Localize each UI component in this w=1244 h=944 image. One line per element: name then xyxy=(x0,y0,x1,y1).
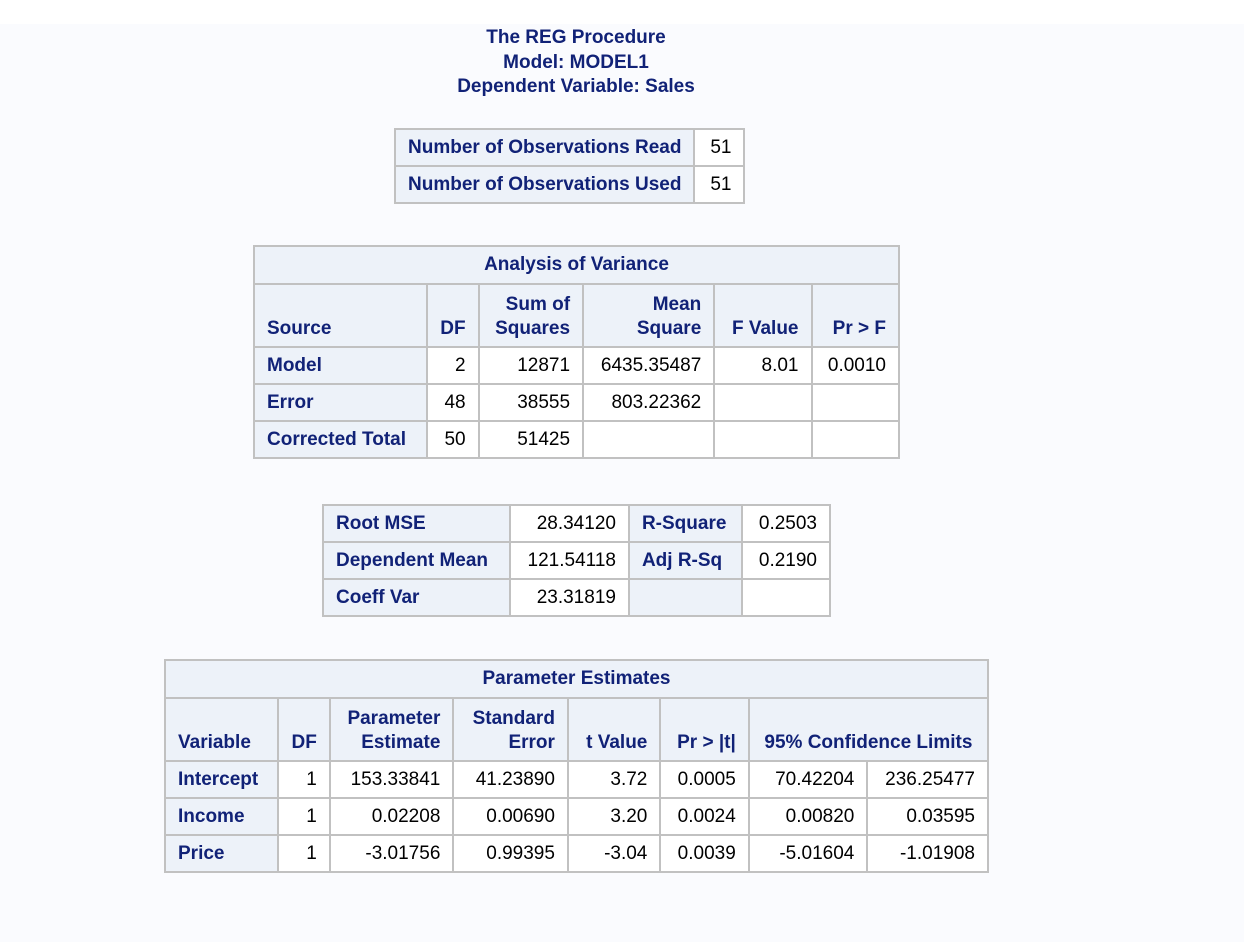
parameter-estimates-caption: Parameter Estimates xyxy=(165,660,988,698)
table-row xyxy=(395,166,744,203)
fit-value: 0.2190 xyxy=(742,542,830,579)
col-pr-f: Pr > F xyxy=(812,284,900,347)
row-label: Model xyxy=(254,347,427,384)
cell-df: 48 xyxy=(427,384,479,421)
fit-label: Coeff Var xyxy=(323,579,510,616)
col-t-value: t Value xyxy=(568,698,660,761)
col-standard-error xyxy=(453,698,568,761)
cell-df: 1 xyxy=(278,835,330,872)
cell-t-value: 3.72 xyxy=(568,761,660,798)
parameter-estimates-table xyxy=(164,659,989,873)
header-line: Standard xyxy=(472,708,555,729)
fit-label: R-Square xyxy=(629,505,743,542)
table-row xyxy=(165,835,988,872)
cell-estimate: 153.33841 xyxy=(330,761,454,798)
table-header-row xyxy=(165,698,988,761)
cell-p: 0.0010 xyxy=(812,347,900,384)
model-title: Model: MODEL1 xyxy=(503,51,649,73)
fit-label: Dependent Mean xyxy=(323,542,510,579)
col-parameter-estimate xyxy=(330,698,454,761)
col-variable: Variable xyxy=(165,698,278,761)
table-row xyxy=(254,347,899,384)
table-caption-row xyxy=(254,246,899,284)
col-sum-of-squares xyxy=(479,284,583,347)
cell-std-error: 41.23890 xyxy=(453,761,568,798)
col-f-value: F Value xyxy=(714,284,811,347)
observations-read-label: Number of Observations Read xyxy=(395,129,694,166)
cell-df: 2 xyxy=(427,347,479,384)
cell-p-value: 0.0024 xyxy=(660,798,748,835)
table-row xyxy=(254,421,899,458)
observations-read-value: 51 xyxy=(694,129,744,166)
cell-df: 50 xyxy=(427,421,479,458)
cell-upper-limit: 0.03595 xyxy=(867,798,988,835)
fit-label: Adj R-Sq xyxy=(629,542,743,579)
fit-value: 0.2503 xyxy=(742,505,830,542)
table-row xyxy=(323,579,830,616)
header-line: Estimate xyxy=(361,732,441,753)
header-line: Parameter xyxy=(347,708,441,729)
row-label: Error xyxy=(254,384,427,421)
col-confidence-limits: 95% Confidence Limits xyxy=(749,698,988,761)
cell-std-error: 0.00690 xyxy=(453,798,568,835)
cell-estimate: 0.02208 xyxy=(330,798,454,835)
cell-ss: 38555 xyxy=(479,384,583,421)
table-row xyxy=(323,505,830,542)
cell-p xyxy=(812,384,900,421)
cell-upper-limit: 236.25477 xyxy=(867,761,988,798)
row-label: Price xyxy=(165,835,278,872)
cell-upper-limit: -1.01908 xyxy=(867,835,988,872)
fit-value: 121.54118 xyxy=(510,542,629,579)
anova-table xyxy=(253,245,900,459)
cell-lower-limit: 0.00820 xyxy=(749,798,868,835)
table-row xyxy=(395,129,744,166)
observations-used-value: 51 xyxy=(694,166,744,203)
anova-caption: Analysis of Variance xyxy=(254,246,899,284)
cell-lower-limit: -5.01604 xyxy=(749,835,868,872)
cell-p-value: 0.0039 xyxy=(660,835,748,872)
procedure-title: The REG Procedure xyxy=(486,27,666,48)
cell-f xyxy=(714,421,811,458)
col-mean-square xyxy=(583,284,714,347)
row-label: Income xyxy=(165,798,278,835)
fit-label: Root MSE xyxy=(323,505,510,542)
table-row xyxy=(323,542,830,579)
cell-df: 1 xyxy=(278,761,330,798)
cell-p-value: 0.0005 xyxy=(660,761,748,798)
row-label: Corrected Total xyxy=(254,421,427,458)
header-line: Error xyxy=(508,732,555,753)
fit-value: 23.31819 xyxy=(510,579,629,616)
header-line: Mean xyxy=(652,294,702,315)
col-df: DF xyxy=(278,698,330,761)
cell-estimate: -3.01756 xyxy=(330,835,454,872)
cell-f xyxy=(714,384,811,421)
cell-std-error: 0.99395 xyxy=(453,835,568,872)
row-label: Intercept xyxy=(165,761,278,798)
cell-f: 8.01 xyxy=(714,347,811,384)
header-line: Square xyxy=(636,318,702,339)
cell-df: 1 xyxy=(278,798,330,835)
cell-ms: 803.22362 xyxy=(583,384,714,421)
fit-value: 28.34120 xyxy=(510,505,629,542)
cell-t-value: 3.20 xyxy=(568,798,660,835)
col-df: DF xyxy=(427,284,479,347)
cell-lower-limit: 70.42204 xyxy=(749,761,868,798)
col-pr-t: Pr > |t| xyxy=(660,698,748,761)
cell-ms: 6435.35487 xyxy=(583,347,714,384)
col-source: Source xyxy=(254,284,427,347)
cell-p xyxy=(812,421,900,458)
table-row xyxy=(165,798,988,835)
table-caption-row xyxy=(165,660,988,698)
observations-used-label: Number of Observations Used xyxy=(395,166,694,203)
titles xyxy=(0,26,1152,100)
cell-ms xyxy=(583,421,714,458)
cell-ss: 12871 xyxy=(479,347,583,384)
fit-label xyxy=(629,579,743,616)
table-row xyxy=(165,761,988,798)
cell-t-value: -3.04 xyxy=(568,835,660,872)
header-line: Squares xyxy=(495,318,571,339)
fit-statistics-table xyxy=(322,504,831,617)
observations-table xyxy=(394,128,745,204)
cell-ss: 51425 xyxy=(479,421,583,458)
header-line: Sum of xyxy=(505,294,571,315)
table-header-row xyxy=(254,284,899,347)
fit-value xyxy=(742,579,830,616)
table-row xyxy=(254,384,899,421)
dependent-variable-title: Dependent Variable: Sales xyxy=(457,76,695,97)
